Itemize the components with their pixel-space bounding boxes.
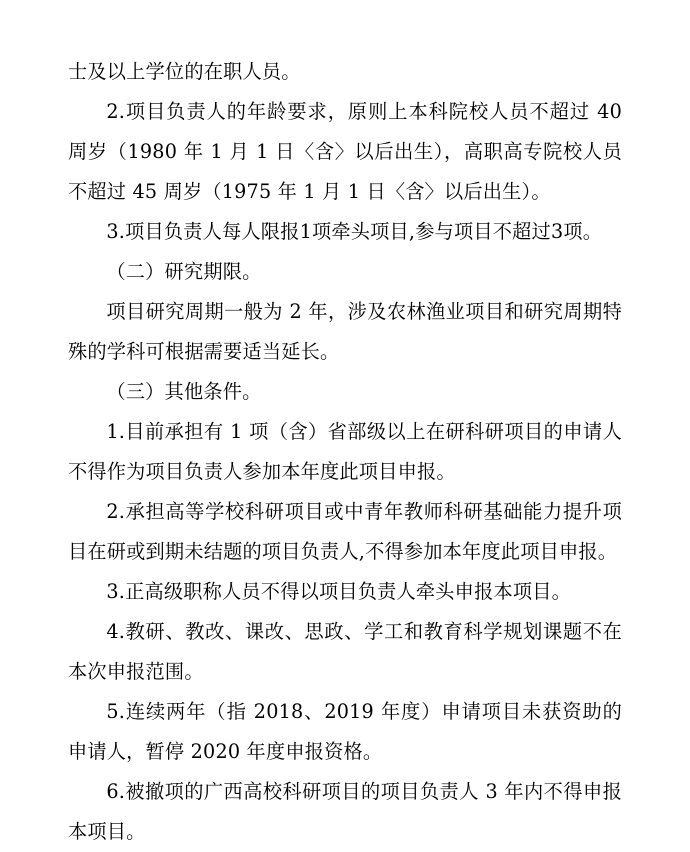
paragraph: 士及以上学位的在职人员。	[68, 60, 301, 83]
paragraph: 2.承担高等学校科研项目或中青年教师科研基础能力提升项目在研或到期未结题的项目负责人,不得参加本年度此项目申报。	[68, 500, 622, 563]
document-body	[68, 52, 622, 852]
paragraph: 3.项目负责人每人限报1项牵头项目,参与项目不超过3项。	[106, 220, 603, 243]
paragraph: 2.项目负责人的年龄要求，原则上本科院校人员不超过 40 周岁（1980 年 1 月 1 日〈含〉以后出生），高职高专院校人员不超过 45 周岁（1975 年 1 月 1 日〈含〉以后出生）。	[68, 100, 622, 203]
paragraph: 6.被撤项的广西高校科研项目的项目负责人 3 年内不得申报本项目。	[68, 780, 622, 843]
paragraph: 5.连续两年（指 2018、2019 年度）申请项目未获资助的申请人，暂停 2020 年度申报资格。	[68, 700, 622, 763]
paragraph: （三）其他条件。	[106, 380, 262, 403]
paragraph: （二）研究期限。	[106, 260, 262, 283]
paragraph: 1.目前承担有 1 项（含）省部级以上在研科研项目的申请人不得作为项目负责人参加本年度此项目申报。	[68, 420, 622, 483]
paragraph: 项目研究周期一般为 2 年，涉及农林渔业项目和研究周期特殊的学科可根据需要适当延长。	[68, 300, 622, 363]
paragraph: 4.教研、教改、课改、思政、学工和教育科学规划课题不在本次申报范围。	[68, 620, 622, 683]
paragraph: 3.正高级职称人员不得以项目负责人牵头申报本项目。	[106, 580, 572, 603]
